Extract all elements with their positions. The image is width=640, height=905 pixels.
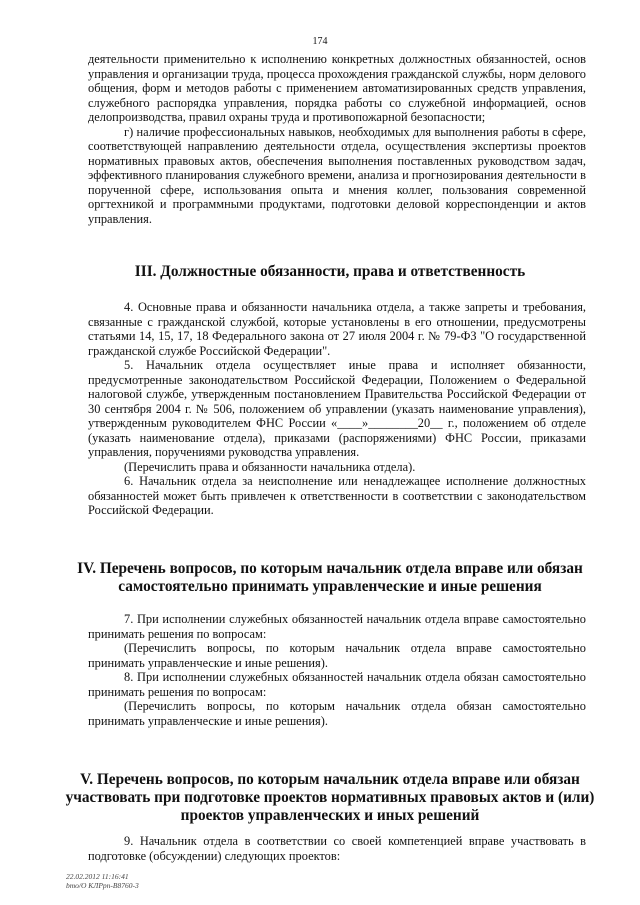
footer-stamp-line-2: bmo/О КЛРрп-В8760-3 [66,881,139,890]
page-number: 174 [312,36,328,47]
paragraph-8-note: (Перечислить вопросы, по которым начальник отдела обязан самостоятельно принимать управленческие и иные решения). [88,699,586,728]
intro-paragraph-continuation: деятельности применительно к исполнению конкретных должностных обязанностей, основ управления и организации труда, процесса прохождения гражданской службы, норм делового общения, форм и методов работы с применением автоматизированных средств управления, служебного распорядка управления, порядка работы со служебной информацией, основ делопроизводства, правил охраны труда и противопожарной безопасности; [88,52,586,124]
paragraph-5-note: (Перечислить права и обязанности начальника отдела). [124,459,416,474]
section-4-heading [60,560,600,596]
paragraph-6: 6. Начальник отдела за неисполнение или ненадлежащее исполнение должностных обязанностей может быть привлечен к ответственности в соответствии с законодательством Российской Федерации. [88,474,586,517]
paragraph-9: 9. Начальник отдела в соответствии со своей компетенцией вправе участвовать в подготовке (обсуждении) следующих проектов: [88,834,586,863]
section-4-heading-line-2: самостоятельно принимать управленческие и иные решения [118,578,542,595]
section-3-heading [60,263,600,281]
section-5-heading-line-2: участвовать при подготовке проектов нормативных правовых актов и (или) [65,789,595,806]
section-5-heading [60,771,600,825]
intro-block [88,52,586,226]
paragraph-8: 8. При исполнении служебных обязанностей начальник отдела обязан самостоятельно принимать решения по вопросам: [88,670,586,699]
section-3-heading-text: III. Должностные обязанности, права и ответственность [134,263,526,280]
footer-stamp-line-1: 22.02.2012 11:16:41 [66,872,129,881]
paragraph-5: 5. Начальник отдела осуществляет иные права и исполняет обязанности, предусмотренные законодательством Российской Федерации, Положением о Федеральной налоговой службе, утвержденным постановлением Правительства Российской Федерации от 30 сентября 2004 г. № 506, положением об управлении (указать наименование управления), утвержденным руководителем ФНС России «____»________20__ г., положением об отделе (указать наименование отдела), приказами (распоряжениями) ФНС России, приказами управления, поручениями руководства управления. [88,358,586,459]
paragraph-7: 7. При исполнении служебных обязанностей начальник отдела вправе самостоятельно принимать решения по вопросам: [88,612,586,641]
section-3-body [88,300,586,518]
paragraph-4: 4. Основные права и обязанности начальника отдела, а также запреты и требования, связанные с гражданской службой, которые установлены в его отношении, предусмотрены статьями 14, 15, 17, 18 Федерального закона от 27 июля 2004 г. № 79-ФЗ "О государственной гражданской службе Российской Федерации". [88,300,586,358]
section-4-heading-line-1: IV. Перечень вопросов, по которым начальник отдела вправе или обязан [77,560,583,577]
intro-paragraph-g: г) наличие профессиональных навыков, необходимых для выполнения работы в сфере, соответствующей направлению деятельности отдела, осуществления экспертизы проектов нормативных правовых актов, обеспечения выполнения поставленных руководством задач, эффективного планирования служебного времени, анализа и прогнозирования деятельности в порученной сфере, использования опыта и мнения коллег, пользования современной оргтехникой и программными продуктами, подготовки деловой корреспонденции и актов управления. [88,124,586,226]
section-4-body [88,612,586,728]
footer-stamp [66,872,139,890]
paragraph-7-note: (Перечислить вопросы, по которым начальник отдела вправе самостоятельно принимать управленческие и иные решения). [88,641,586,670]
section-5-heading-line-3: проектов управленческих и иных решений [180,807,480,824]
section-5-heading-line-1: V. Перечень вопросов, по которым начальник отдела вправе или обязан [80,771,580,788]
section-5-body [88,834,586,863]
